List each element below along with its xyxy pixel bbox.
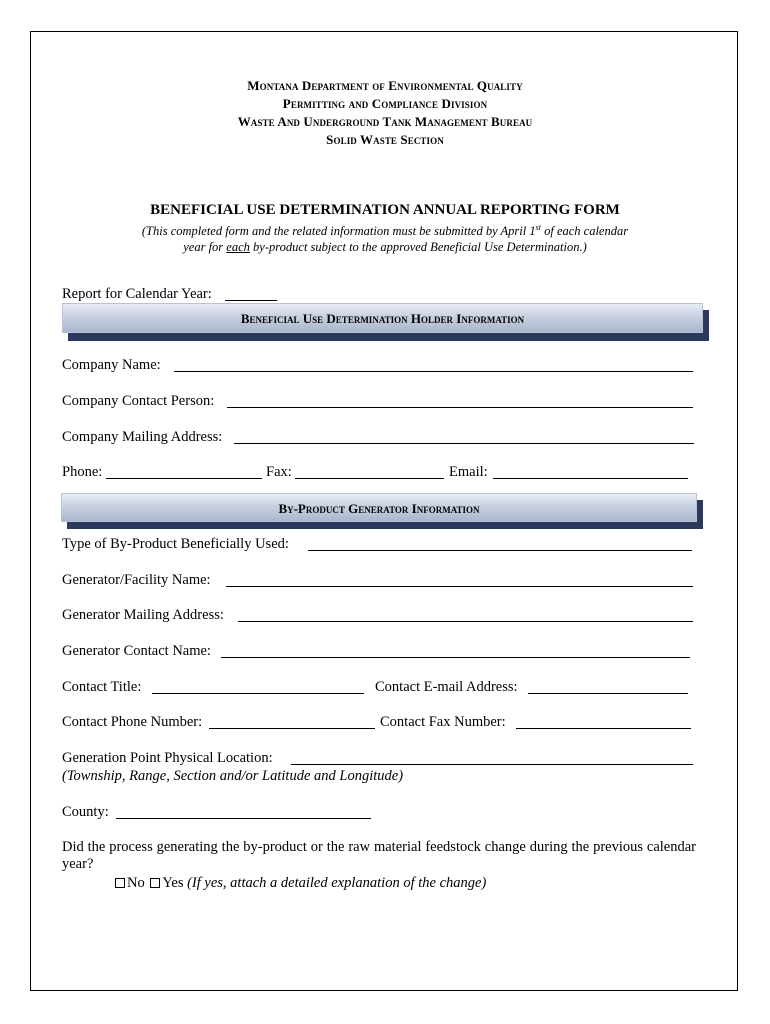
- generator-contact-field[interactable]: [221, 657, 690, 658]
- no-option-label: No: [127, 875, 145, 891]
- generator-address-label: Generator Mailing Address:: [62, 607, 224, 623]
- report-year-field[interactable]: [225, 300, 277, 301]
- yes-option-label: Yes: [162, 875, 184, 891]
- holder-section-heading: Beneficial Use Determination Holder Information: [62, 303, 703, 333]
- contact-person-label: Company Contact Person:: [62, 393, 215, 409]
- facility-name-label: Generator/Facility Name:: [62, 572, 211, 588]
- report-year-label: Report for Calendar Year:: [62, 286, 212, 302]
- fax-label: Fax:: [266, 464, 292, 480]
- contact-email-label: Contact E-mail Address:: [375, 679, 518, 695]
- location-hint: (Township, Range, Section and/or Latitude and Longitude): [62, 768, 404, 784]
- contact-fax-field[interactable]: [516, 728, 691, 729]
- process-change-question: Did the process generating the by-product or the raw material feedstock change during the previous calendar year?: [62, 839, 696, 872]
- county-field[interactable]: [116, 818, 371, 819]
- form-instructions: (This completed form and the related information must be submitted by April 1st of each calendar year for each by-product subject to the approved Beneficial Use Determination.): [141, 223, 629, 255]
- location-field[interactable]: [291, 764, 693, 765]
- generator-contact-label: Generator Contact Name:: [62, 643, 211, 659]
- section-name: Solid Waste Section: [326, 132, 444, 147]
- byproduct-type-label: Type of By-Product Beneficially Used:: [62, 536, 289, 552]
- contact-title-field[interactable]: [152, 693, 364, 694]
- phone-field[interactable]: [106, 478, 262, 479]
- contact-phone-field[interactable]: [209, 728, 375, 729]
- generator-section-heading: By-Product Generator Information: [61, 493, 697, 522]
- yes-instruction: (If yes, attach a detailed explanation of the change): [187, 875, 487, 891]
- mailing-address-label: Company Mailing Address:: [62, 429, 223, 445]
- no-checkbox[interactable]: [115, 878, 125, 888]
- contact-fax-label: Contact Fax Number:: [380, 714, 506, 730]
- email-label: Email:: [449, 464, 488, 480]
- byproduct-type-field[interactable]: [308, 550, 692, 551]
- contact-phone-label: Contact Phone Number:: [62, 714, 203, 730]
- generator-address-field[interactable]: [238, 621, 693, 622]
- company-name-field[interactable]: [174, 371, 693, 372]
- fax-field[interactable]: [295, 478, 444, 479]
- company-name-label: Company Name:: [62, 357, 161, 373]
- yes-checkbox[interactable]: [150, 878, 160, 888]
- division-name: Permitting and Compliance Division: [282, 96, 488, 111]
- contact-person-field[interactable]: [227, 407, 693, 408]
- email-field[interactable]: [493, 478, 688, 479]
- facility-name-field[interactable]: [226, 586, 693, 587]
- process-change-options: [115, 875, 486, 892]
- phone-label: Phone:: [62, 464, 103, 480]
- agency-name: Montana Department of Environmental Quality: [247, 78, 523, 93]
- form-title: BENEFICIAL USE DETERMINATION ANNUAL REPORTING FORM: [150, 202, 620, 218]
- contact-title-label: Contact Title:: [62, 679, 142, 695]
- location-label: Generation Point Physical Location:: [62, 750, 273, 766]
- county-label: County:: [62, 804, 109, 820]
- bureau-name: Waste And Underground Tank Management Bureau: [237, 114, 533, 129]
- contact-email-field[interactable]: [528, 693, 688, 694]
- mailing-address-field[interactable]: [234, 443, 694, 444]
